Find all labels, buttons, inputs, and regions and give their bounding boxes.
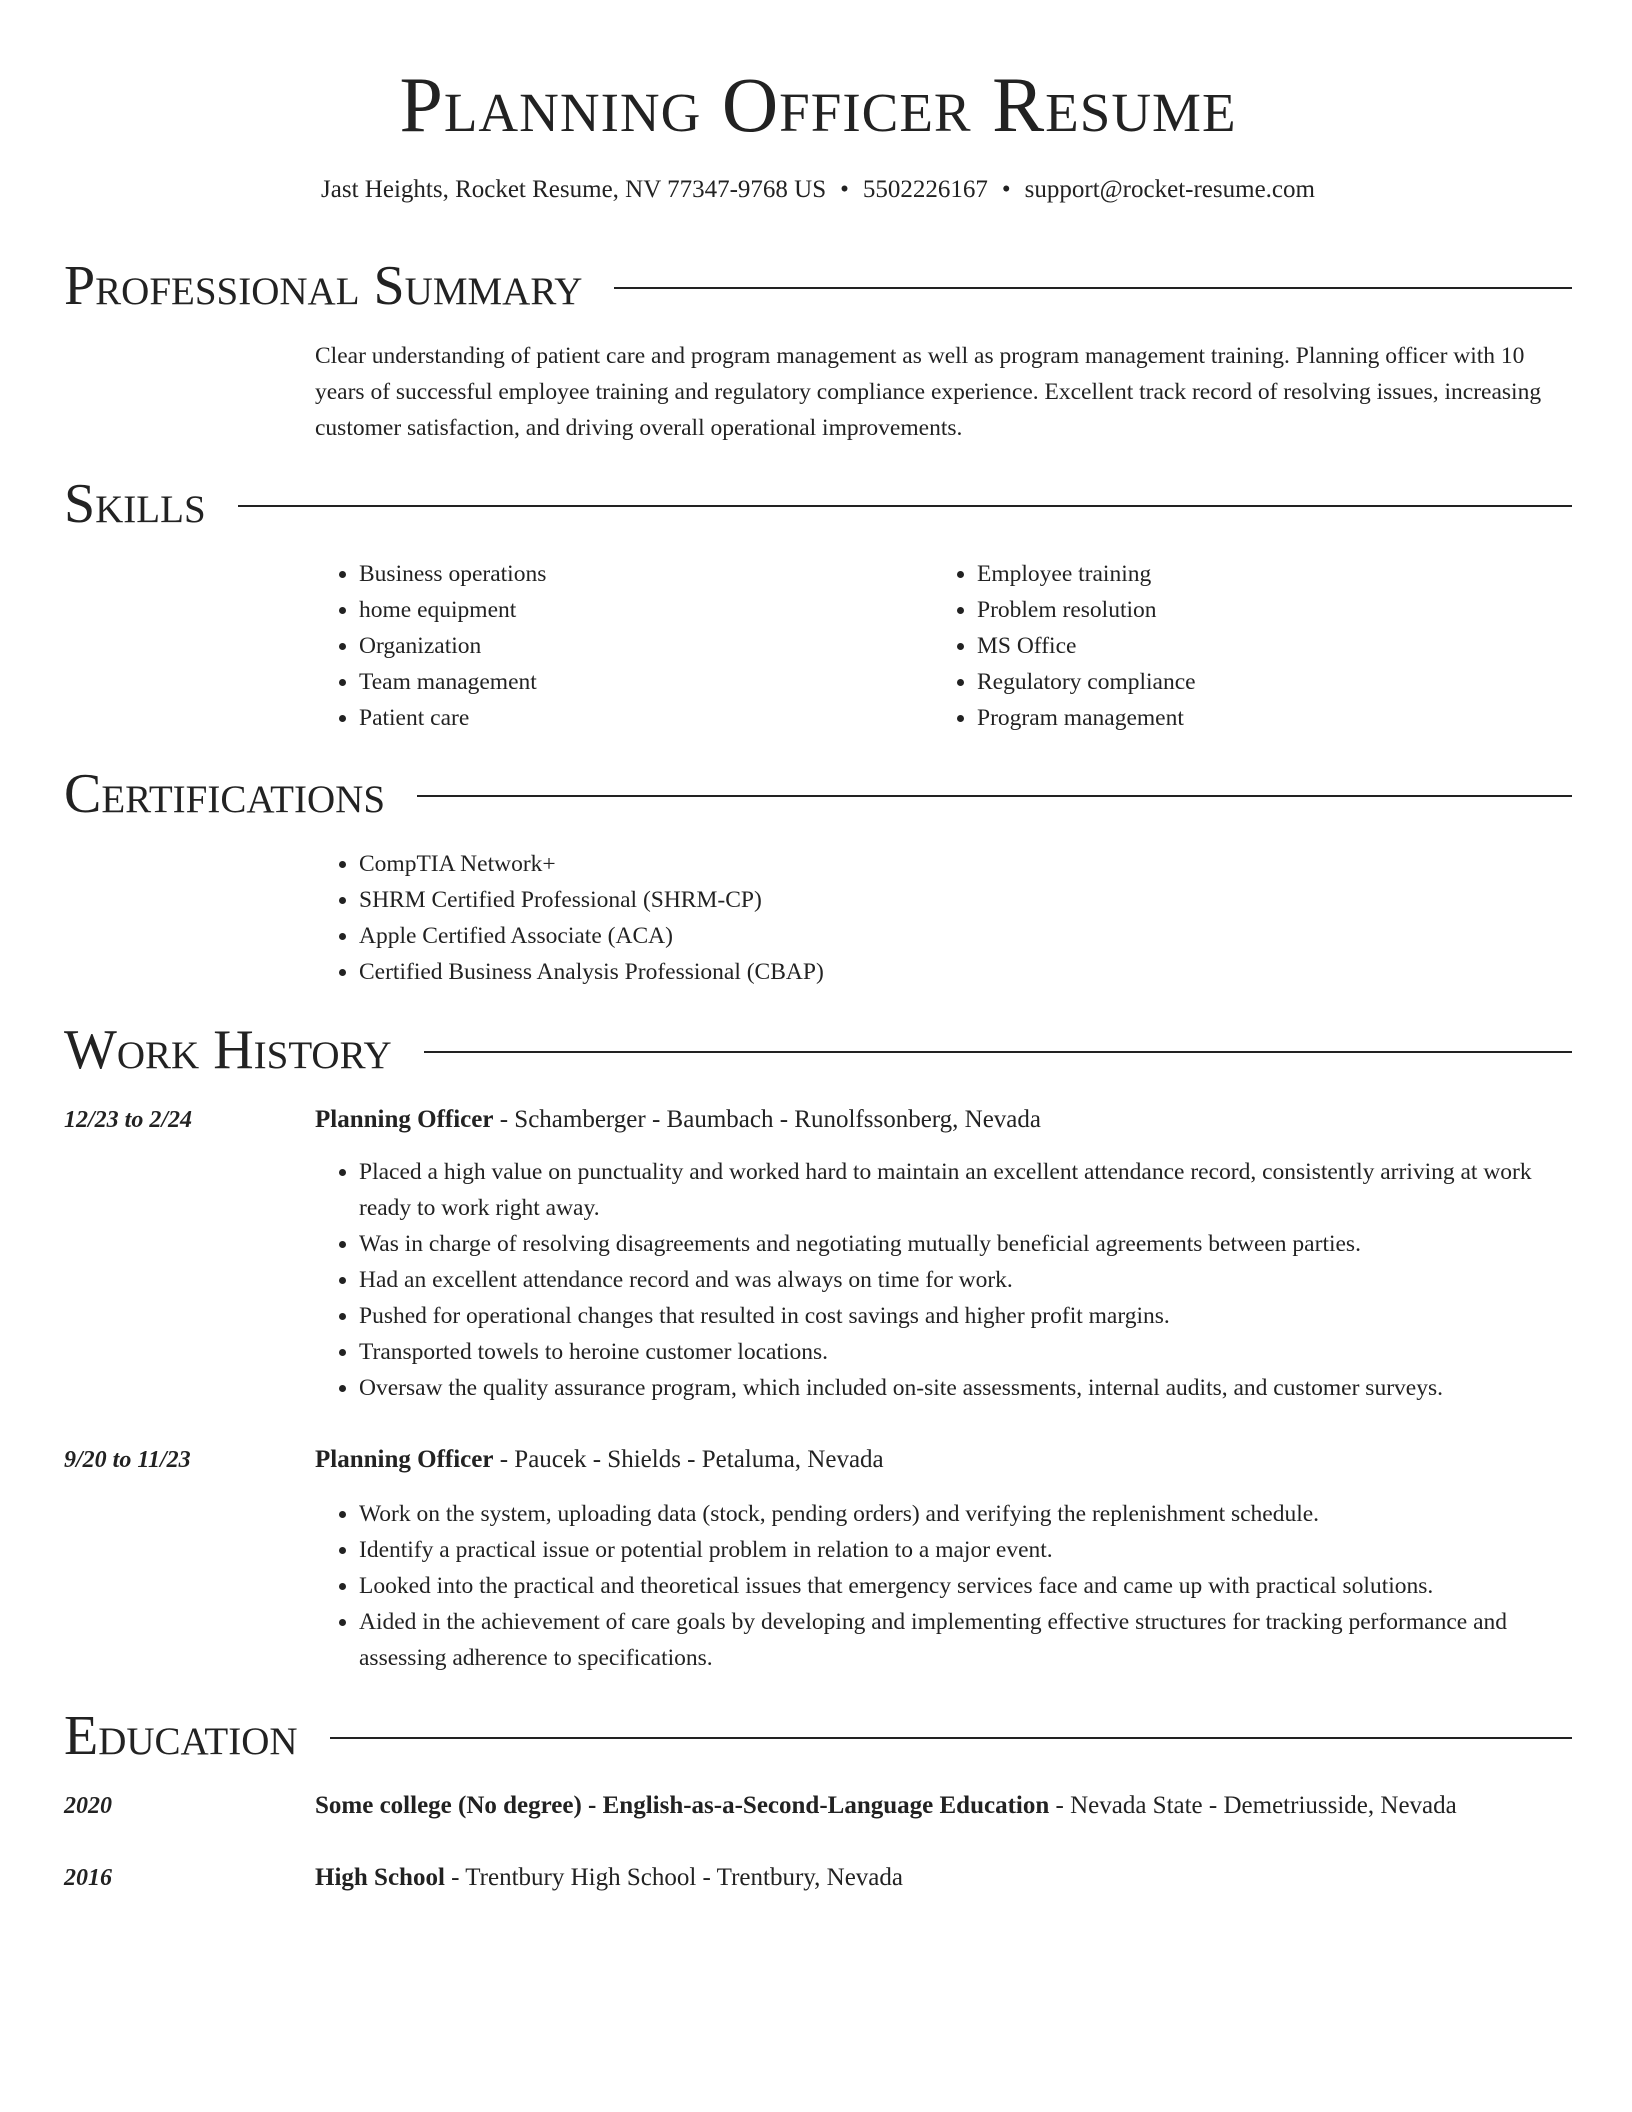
education-section-title: Education bbox=[64, 1705, 298, 1767]
skills-list bbox=[315, 556, 1572, 736]
certifications-list bbox=[315, 846, 1572, 990]
job-employer: - Schamberger - Baumbach - Runolfssonberg, Nevada bbox=[493, 1106, 1042, 1133]
summary-section-header bbox=[64, 254, 1572, 318]
education-year: 2020 bbox=[64, 1793, 112, 1819]
skill-item: • Patient care bbox=[359, 700, 933, 736]
education-section-header bbox=[64, 1704, 1572, 1768]
certification-item: • Certified Business Analysis Professional (CBAP) bbox=[359, 954, 1572, 990]
certifications-section-title: Certifications bbox=[64, 763, 386, 825]
job-bullet: • Aided in the achievement of care goals by developing and implementing effective structures for tracking performance and assessing adherence to specifications. bbox=[359, 1604, 1572, 1676]
job-bullet: • Pushed for operational changes that resulted in cost savings and higher profit margins. bbox=[359, 1298, 1572, 1334]
contact-line bbox=[64, 174, 1572, 206]
contact-separator: • bbox=[1001, 176, 1011, 203]
job-bullet: • Looked into the practical and theoretical issues that emergency services face and came up with practical solutions. bbox=[359, 1568, 1572, 1604]
section-divider bbox=[238, 505, 1572, 507]
education-year: 2016 bbox=[64, 1865, 112, 1891]
skills-column-right bbox=[933, 556, 1551, 736]
summary-section-title: Professional Summary bbox=[64, 255, 583, 317]
skill-item: • Organization bbox=[359, 628, 933, 664]
contact-address: Jast Heights, Rocket Resume, NV 77347-9768 US bbox=[321, 176, 827, 203]
education-heading bbox=[315, 1788, 1572, 1824]
job-bullet: • Placed a high value on punctuality and worked hard to maintain an excellent attendance record, consistently arriving at work ready to work right away. bbox=[359, 1154, 1572, 1226]
contact-phone: 5502226167 bbox=[862, 176, 988, 203]
summary-text: Clear understanding of patient care and program management as well as program management training. Planning officer with 10 years of successful employee training and regulatory compliance experience. Excellent track record of resolving issues, increasing customer satisfaction, and driving overall operational improvements. bbox=[315, 343, 1542, 441]
skills-section-header bbox=[64, 472, 1572, 536]
job-dates: 12/23 to 2/24 bbox=[64, 1107, 193, 1133]
certification-item: • Apple Certified Associate (ACA) bbox=[359, 918, 1572, 954]
skill-item: • home equipment bbox=[359, 592, 933, 628]
section-divider bbox=[330, 1737, 1572, 1739]
certification-item: • SHRM Certified Professional (SHRM-CP) bbox=[359, 882, 1572, 918]
job-employer: - Paucek - Shields - Petaluma, Nevada bbox=[493, 1446, 884, 1473]
certifications-section-header bbox=[64, 762, 1572, 826]
education-degree: Some college (No degree) - English-as-a-Second-Language Education bbox=[315, 1792, 1050, 1819]
skill-item: • Problem resolution bbox=[977, 592, 1551, 628]
job-role: Planning Officer bbox=[315, 1446, 494, 1473]
job-heading bbox=[315, 1442, 1572, 1478]
resume-title: Planning Officer Resume bbox=[399, 61, 1237, 148]
job-dates: 9/20 to 11/23 bbox=[64, 1447, 191, 1473]
section-divider bbox=[614, 287, 1572, 289]
section-divider bbox=[424, 1051, 1572, 1053]
contact-email: support@rocket-resume.com bbox=[1024, 176, 1315, 203]
skills-column-left bbox=[315, 556, 933, 736]
job-bullet: • Transported towels to heroine customer locations. bbox=[359, 1334, 1572, 1370]
skills-section-title: Skills bbox=[64, 473, 206, 535]
job-bullet: • Identify a practical issue or potential problem in relation to a major event. bbox=[359, 1532, 1572, 1568]
job-bullet: • Had an excellent attendance record and was always on time for work. bbox=[359, 1262, 1572, 1298]
job-bullets bbox=[315, 1496, 1572, 1676]
section-divider bbox=[417, 795, 1572, 797]
job-heading bbox=[315, 1102, 1572, 1138]
skill-item: • MS Office bbox=[977, 628, 1551, 664]
education-school: - Trentbury High School - Trentbury, Nevada bbox=[444, 1864, 903, 1891]
certification-item: • CompTIA Network+ bbox=[359, 846, 1572, 882]
education-degree: High School bbox=[315, 1864, 445, 1891]
work-section-header bbox=[64, 1018, 1572, 1082]
skill-item: • Regulatory compliance bbox=[977, 664, 1551, 700]
job-bullet: • Was in charge of resolving disagreements and negotiating mutually beneficial agreements between parties. bbox=[359, 1226, 1572, 1262]
skill-item: • Team management bbox=[359, 664, 933, 700]
skill-item: • Business operations bbox=[359, 556, 933, 592]
skill-item: • Employee training bbox=[977, 556, 1551, 592]
work-section-title: Work History bbox=[64, 1019, 392, 1081]
job-bullet: • Work on the system, uploading data (stock, pending orders) and verifying the replenishment schedule. bbox=[359, 1496, 1572, 1532]
job-bullets bbox=[315, 1154, 1572, 1406]
job-role: Planning Officer bbox=[315, 1106, 494, 1133]
education-heading bbox=[315, 1860, 1572, 1896]
education-school: - Nevada State - Demetriusside, Nevada bbox=[1049, 1792, 1457, 1819]
job-bullet: • Oversaw the quality assurance program, which included on-site assessments, internal audits, and customer surveys. bbox=[359, 1370, 1572, 1406]
skill-item: • Program management bbox=[977, 700, 1551, 736]
contact-separator: • bbox=[840, 176, 849, 203]
